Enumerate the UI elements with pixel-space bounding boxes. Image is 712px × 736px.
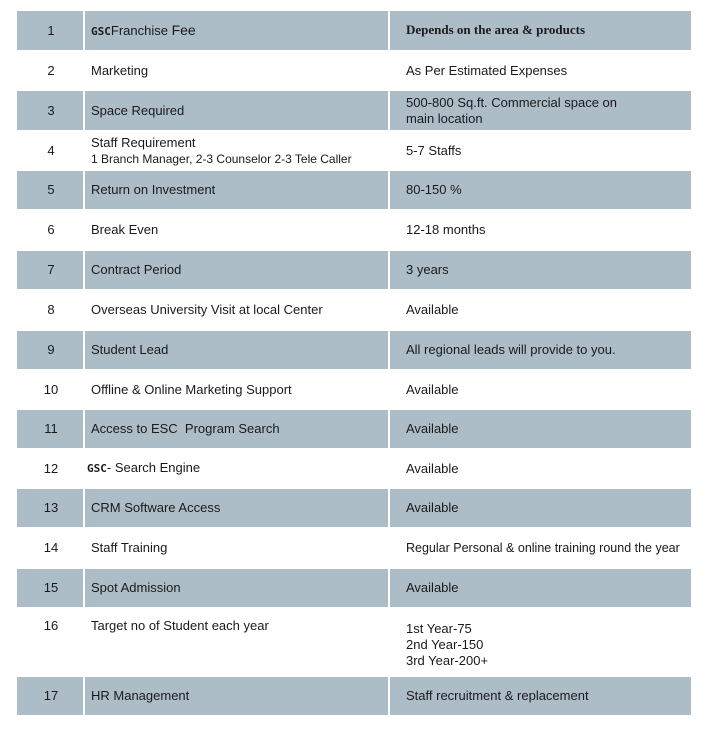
row-item: Overseas University Visit at local Center xyxy=(83,291,388,331)
row-value: 12-18 months xyxy=(388,211,691,251)
row-value: All regional leads will provide to you. xyxy=(388,331,691,371)
row-item: HR Management xyxy=(83,677,388,717)
table-row xyxy=(17,132,691,171)
row-value: Available xyxy=(388,569,691,609)
row-value: Regular Personal & online training round the year xyxy=(388,529,691,569)
row-number: 13 xyxy=(17,489,83,529)
row-value: Available xyxy=(388,371,691,410)
row-item: CRM Software Access xyxy=(83,489,388,529)
row-number: 3 xyxy=(17,91,83,132)
row-number: 8 xyxy=(17,291,83,331)
row-number: 6 xyxy=(17,211,83,251)
row-item xyxy=(83,132,388,171)
table-row xyxy=(17,91,691,132)
table-row xyxy=(17,410,691,450)
row-value xyxy=(388,609,691,677)
row-value: 80-150 % xyxy=(388,171,691,211)
value-line: 1st Year-75 xyxy=(406,621,472,636)
value-line: 3rd Year-200+ xyxy=(406,653,489,668)
table-row xyxy=(17,371,691,410)
row-value: 3 years xyxy=(388,251,691,291)
row-item: Break Even xyxy=(83,211,388,251)
table-row xyxy=(17,171,691,211)
row-number: 14 xyxy=(17,529,83,569)
row-number: 12 xyxy=(17,450,83,489)
value-line: main location xyxy=(406,110,483,126)
item-label: Franchise xyxy=(110,22,172,38)
row-value: 5-7 Staffs xyxy=(388,132,691,171)
item-label: - Search Engine xyxy=(106,460,201,475)
table-row xyxy=(17,52,691,91)
row-number: 11 xyxy=(17,410,83,450)
item-suffix: Fee xyxy=(171,21,196,38)
row-number: 15 xyxy=(17,569,83,609)
table-row xyxy=(17,11,691,52)
row-value: Available xyxy=(388,291,691,331)
row-value: As Per Estimated Expenses xyxy=(388,52,691,91)
table-row xyxy=(17,489,691,529)
row-value: Available xyxy=(388,410,691,450)
row-item: Offline & Online Marketing Support xyxy=(83,371,388,410)
row-item: Student Lead xyxy=(83,331,388,371)
row-value: Staff recruitment & replacement xyxy=(388,677,691,717)
row-number: 16 xyxy=(17,609,83,677)
item-label: Staff Requirement xyxy=(91,134,196,150)
row-value: Available xyxy=(388,489,691,529)
row-item: Staff Training xyxy=(83,529,388,569)
row-value: Available xyxy=(388,450,691,489)
table-row xyxy=(17,291,691,331)
row-number: 10 xyxy=(17,371,83,410)
table-row xyxy=(17,529,691,569)
table-row xyxy=(17,569,691,609)
row-number: 9 xyxy=(17,331,83,371)
row-item: Access to ESC Program Search xyxy=(83,410,388,450)
row-number: 5 xyxy=(17,171,83,211)
table-row xyxy=(17,450,691,489)
row-number: 17 xyxy=(17,677,83,717)
row-item: Marketing xyxy=(83,52,388,91)
row-item: Space Required xyxy=(83,91,388,132)
row-item xyxy=(83,450,388,489)
value-line: 500-800 Sq.ft. Commercial space on xyxy=(406,94,617,110)
table-row xyxy=(17,251,691,291)
table-row xyxy=(17,211,691,251)
row-item xyxy=(83,11,388,52)
franchise-details-table xyxy=(17,11,691,717)
item-sublabel: 1 Branch Manager, 2-3 Counselor 2-3 Tele Caller xyxy=(91,151,352,166)
row-number: 4 xyxy=(17,132,83,171)
table-row xyxy=(17,331,691,371)
item-prefix: GSC xyxy=(91,24,111,38)
row-number: 1 xyxy=(17,11,83,52)
row-value: Depends on the area & products xyxy=(388,11,691,52)
row-item: Target no of Student each year xyxy=(83,609,388,677)
row-number: 2 xyxy=(17,52,83,91)
row-number: 7 xyxy=(17,251,83,291)
row-item: Contract Period xyxy=(83,251,388,291)
row-value xyxy=(388,91,691,132)
row-item: Return on Investment xyxy=(83,171,388,211)
item-prefix: GSC xyxy=(87,462,107,475)
value-line: 2nd Year-150 xyxy=(406,637,484,652)
table-row xyxy=(17,609,691,677)
row-item: Spot Admission xyxy=(83,569,388,609)
table-row xyxy=(17,677,691,717)
